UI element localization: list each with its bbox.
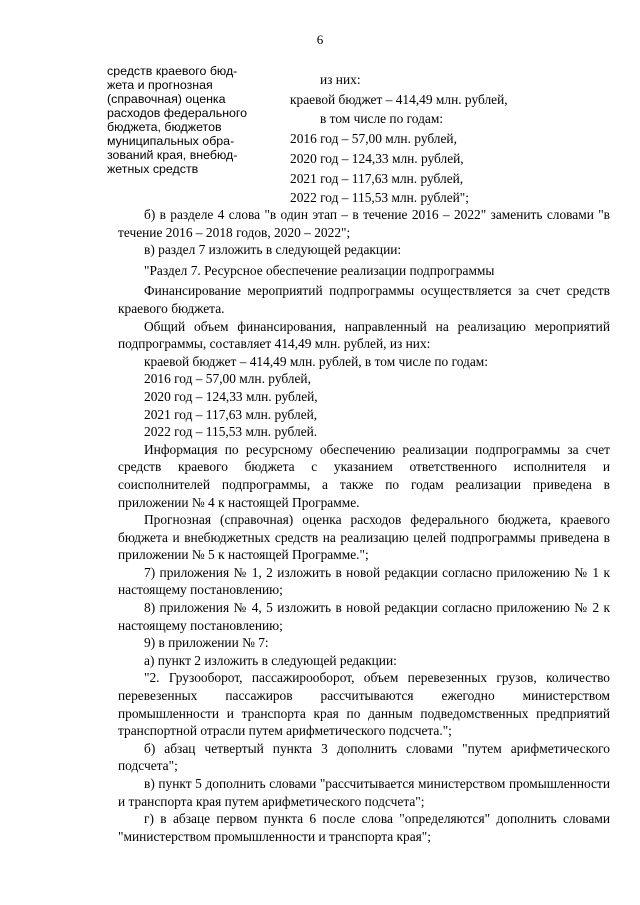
paragraph: 8) приложения № 4, 5 изложить в новой редакции согласно приложению № 2 к настоящему постановлению; — [118, 600, 610, 633]
paragraph: Финансирование мероприятий подпрограммы осуществляется за счет средств краевого бюджета. — [118, 283, 610, 316]
table-left-line: (справочная) оценка — [107, 92, 226, 106]
paragraph: в) раздел 7 изложить в следующей редакции: — [144, 242, 402, 258]
paragraph: 7) приложения № 1, 2 изложить в новой редакции согласно приложению № 1 к настоящему постановлению; — [118, 564, 610, 598]
paragraph: б) в разделе 4 слова "в один этап – в течение 2016 – 2022" заменить словами "в течение 2016 – 2018 годов, 2020 – 2022"; — [118, 207, 610, 240]
paragraph: краевой бюджет – 414,49 млн. рублей, в том числе по годам: — [144, 353, 488, 369]
table-left-line: муниципальных обра- — [107, 134, 235, 148]
section-heading: "Раздел 7. Ресурсное обеспечение реализации подпрограммы — [144, 262, 495, 278]
paragraph: г) в абзаце первом пункта 6 после слова "определяются" дополнить словами "министерством промышленности и транспорта края"; — [118, 811, 610, 844]
table-left-line: жета и прогнозная — [107, 78, 213, 92]
table-left-line: средств краевого бюд- — [107, 64, 238, 78]
table-left-line: бюджета, бюджетов — [107, 120, 222, 134]
paragraph: 2016 год – 57,00 млн. рублей, — [144, 371, 311, 387]
page-number: 6 — [316, 32, 324, 47]
paragraph: Прогнозная (справочная) оценка расходов федерального бюджета, краевого бюджета и внебюджетных средств на реализацию целей подпрограммы приведена в приложении № 5 к настоящей Программе."; — [118, 512, 610, 563]
table-left-line: жетных средств — [107, 162, 199, 176]
table-right-line: 2020 год – 124,33 млн. рублей, — [290, 150, 464, 166]
table-right-cell — [290, 70, 570, 208]
table-right-line: краевой бюджет – 414,49 млн. рублей, — [290, 91, 508, 107]
paragraph: а) пункт 2 изложить в следующей редакции: — [144, 652, 397, 668]
paragraph: Общий объем финансирования, направленный на реализацию мероприятий подпрограммы, составляет 414,49 млн. рублей, из них: — [118, 318, 610, 352]
paragraph: 2022 год – 115,53 млн. рублей. — [144, 424, 318, 440]
paragraph: "2. Грузооборот, пассажирооборот, объем перевезенных грузов, количество перевезенных пассажиров рассчитываются ежегодно министерством промышленности и транспорта края по данным подведомственных предприятий транспортной отрасли путем арифметического подсчета."; — [118, 670, 610, 739]
paragraph: 2020 год – 124,33 млн. рублей, — [144, 388, 318, 404]
document-body — [118, 206, 610, 845]
table-right-line: из них: — [320, 72, 361, 87]
table-left-line: зований края, внебюд- — [107, 148, 238, 162]
paragraph: Информация по ресурсному обеспечению реализации подпрограммы за счет средств краевого бюджета с указанием ответственного исполнителя и соисполнителей подпрограммы, а также по годам реализации приведена в приложении № 4 к настоящей Программе. — [118, 441, 610, 510]
table-right-line: в том числе по годам: — [320, 111, 444, 127]
table-right-line: 2022 год – 115,53 млн. рублей"; — [290, 190, 469, 206]
paragraph: б) абзац четвертый пункта 3 дополнить словами "путем арифметического подсчета"; — [118, 740, 610, 774]
table-left-cell — [107, 64, 287, 176]
table-right-line: 2021 год – 117,63 млн. рублей, — [290, 170, 464, 186]
paragraph: в) пункт 5 дополнить словами "рассчитывается министерством промышленности и транспорта края путем арифметического подсчета"; — [118, 776, 610, 809]
table-left-line: расходов федерального — [107, 106, 248, 120]
paragraph: 2021 год – 117,63 млн. рублей, — [144, 406, 318, 422]
table-right-line: 2016 год – 57,00 млн. рублей, — [290, 131, 457, 147]
paragraph: 9) в приложении № 7: — [144, 635, 269, 651]
